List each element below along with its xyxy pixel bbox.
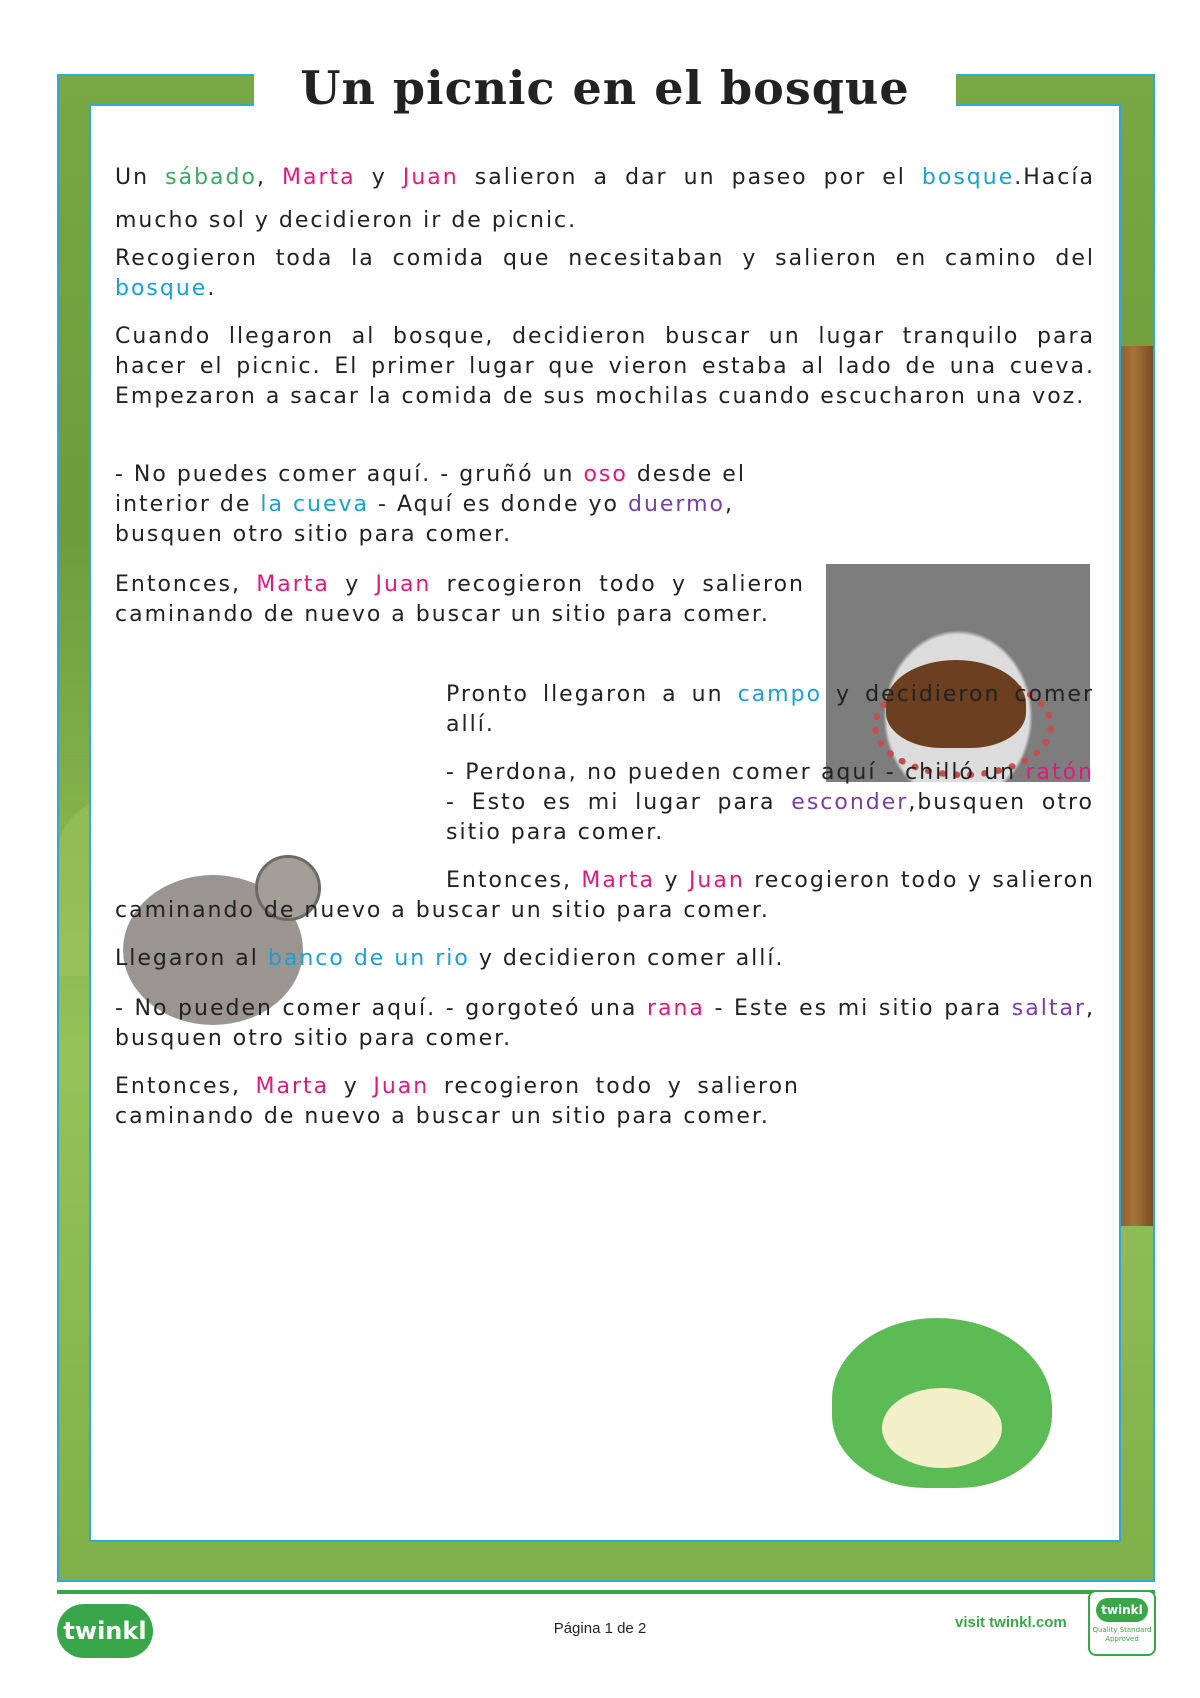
paragraph-6: Pronto llegaron a un campo y decidieron comer allí. [446,682,1094,737]
badge-caption: Quality Standard Approved [1092,1626,1152,1643]
title-box [254,48,956,128]
paragraph-3: Cuando llegaron al bosque, decidieron buscar un lugar tranquilo para hacer el picnic. El primer lugar que vieron estaba al lado de una cueva. Empezaron a sacar la comida de sus mochilas cuando escucharon una voz. [115,324,1095,409]
paragraph-8: Entonces, Marta y Juan recogieron todo y salieron caminando de nuevo a buscar un sitio para comer. [115,868,1095,923]
page-title: Un picnic en el bosque [300,61,910,115]
page-number: Página 1 de 2 [553,1620,647,1637]
paragraph-11: Entonces, Marta y Juan recogieron todo y salieron caminando de nuevo a buscar un sitio para comer. [115,1074,801,1129]
frog-image [812,1288,1102,1508]
paragraph-9: Llegaron al banco de un rio y decidieron comer allí. [115,946,785,971]
paragraph-5: Entonces, Marta y Juan recogieron todo y salieron caminando de nuevo a buscar un sitio para comer. [115,572,805,627]
sleeping-bear-in-cave-image [826,564,1090,782]
paragraph-7: - Perdona, no pueden comer aquí - chilló un ratón - Esto es mi lugar para esconder,busquen otro sitio para comer. [446,760,1094,845]
paragraph-1: Un sábado, Marta y Juan salieron a dar un paseo por el bosque.Hacía mucho sol y decidieron ir de picnic. [115,165,1095,233]
badge-logo: twinkl [1096,1598,1148,1622]
quality-badge [1088,1590,1156,1656]
paragraph-4: - No puedes comer aquí. - gruñó un oso desde el interior de la cueva - Aquí es donde yo duermo, busquen otro sitio para comer. [115,462,746,547]
visit-link[interactable]: visit twinkl.com [955,1614,1067,1631]
paragraph-10: - No pueden comer aquí. - gorgoteó una rana - Este es mi sitio para saltar, busquen otro sitio para comer. [115,996,1095,1051]
paragraph-2: Recogieron toda la comida que necesitaban y salieron en camino del bosque. [115,246,1095,301]
footer-divider [57,1590,1155,1594]
twinkl-logo[interactable]: twinkl [57,1604,153,1658]
